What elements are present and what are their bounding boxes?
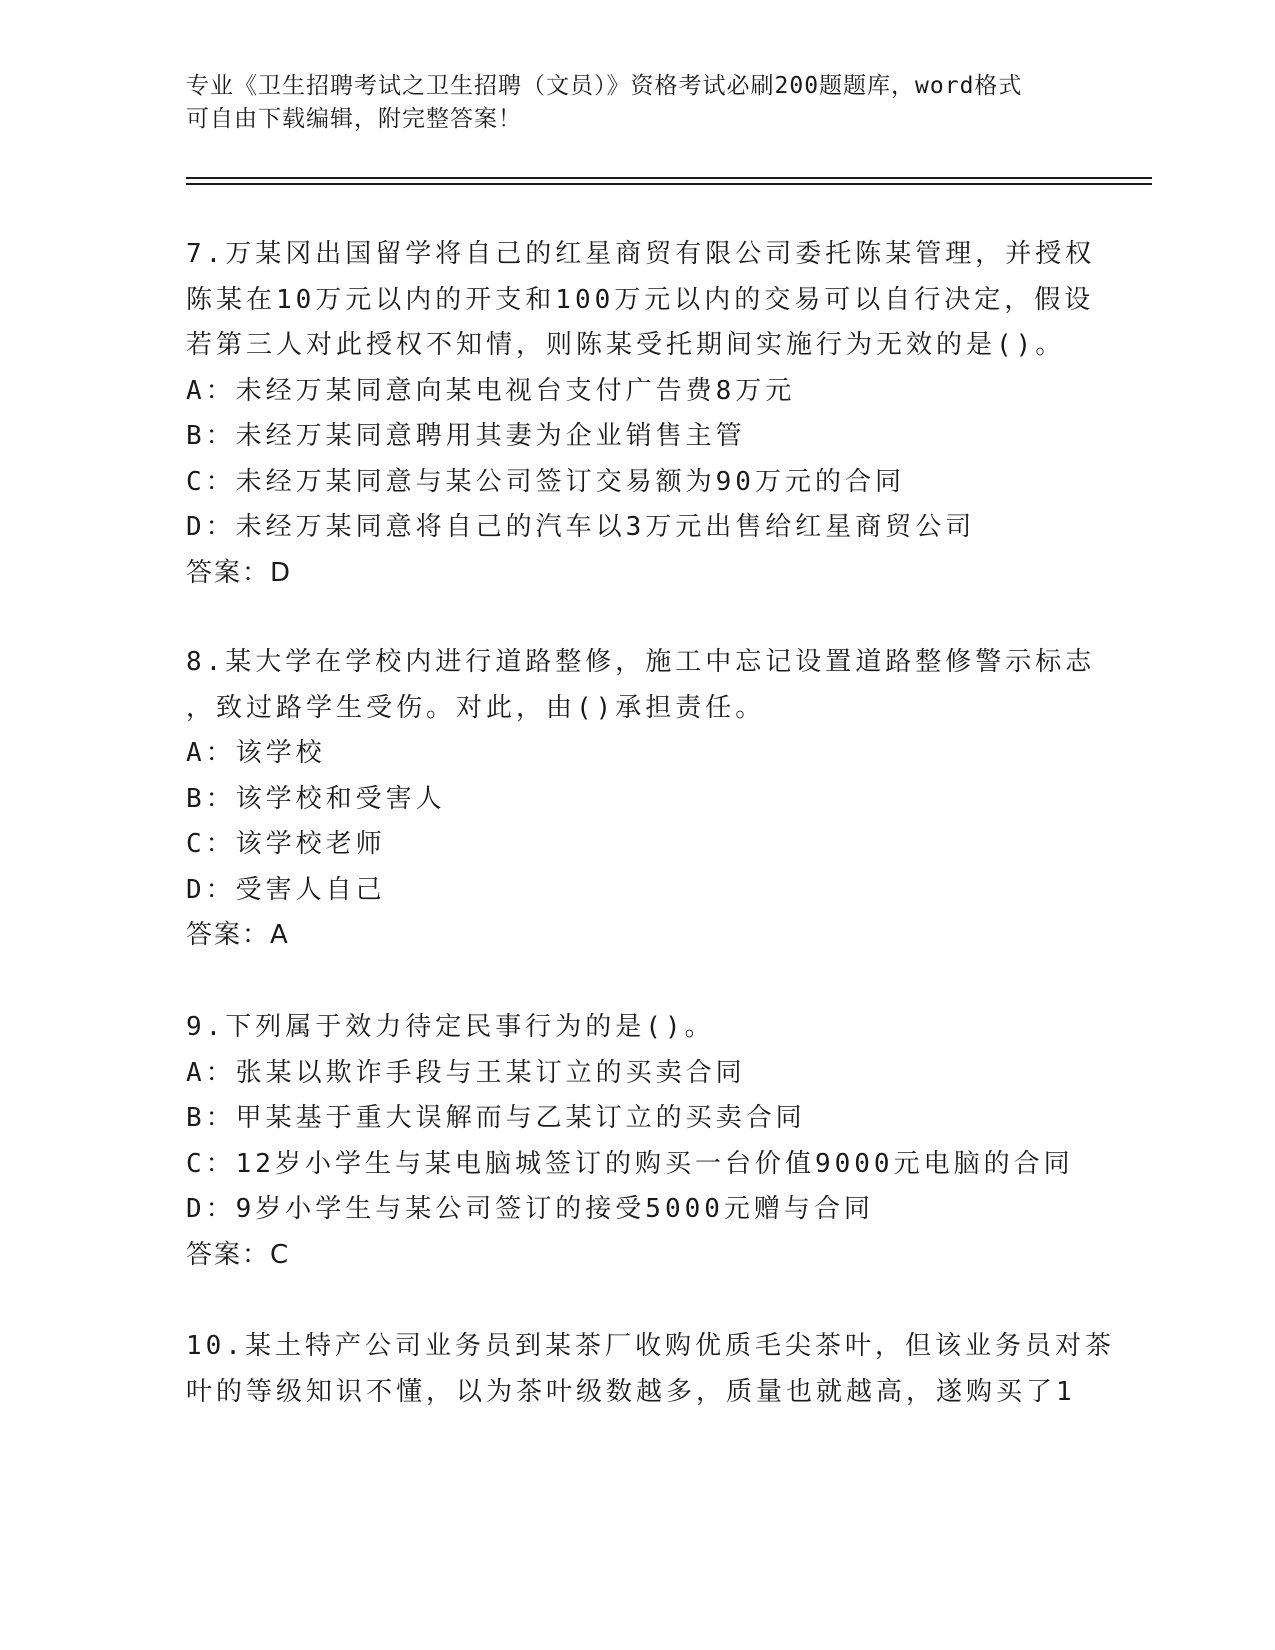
header-divider — [186, 177, 1152, 179]
answer: 答案：C — [186, 1239, 291, 1270]
question-7 — [186, 232, 1096, 596]
option-a: A：张某以欺诈手段与王某订立的买卖合同 — [186, 1057, 746, 1088]
option-b: B：该学校和受害人 — [186, 783, 446, 814]
option-a: A：该学校 — [186, 738, 326, 768]
option-c: C：该学校老师 — [186, 829, 386, 859]
question-stem-line: 7.万某冈出国留学将自己的红星商贸有限公司委托陈某管理，并授权 — [186, 239, 1096, 269]
option-a: A：未经万某同意向某电视台支付广告费8万元 — [186, 375, 796, 406]
question-stem-line: ，致过路学生受伤。对此，由()承担责任。 — [186, 692, 766, 723]
answer: 答案：D — [186, 557, 293, 588]
question-stem-line: 9.下列属于效力待定民事行为的是()。 — [186, 1012, 715, 1042]
question-stem-line: 10.某土特产公司业务员到某茶厂收购优质毛尖茶叶，但该业务员对茶 — [186, 1331, 1115, 1361]
question-9 — [186, 1005, 1086, 1278]
question-stem-line: 陈某在10万元以内的开支和100万元以内的交易可以自行决定，假设 — [186, 284, 1095, 315]
answer: 答案：A — [186, 920, 290, 950]
question-8 — [186, 640, 1096, 959]
header-divider — [186, 183, 1152, 185]
option-d: D：9岁小学生与某公司签订的接受5000元赠与合同 — [186, 1194, 874, 1224]
question-stem-line: 叶的等级知识不懂，以为茶叶级数越多，质量也就越高，遂购买了1 — [186, 1376, 1076, 1407]
document-header — [186, 70, 1086, 136]
option-c: C：未经万某同意与某公司签订交易额为90万元的合同 — [186, 466, 905, 497]
option-b: B：未经万某同意聘用其妻为企业销售主管 — [186, 421, 746, 451]
option-d: D：未经万某同意将自己的汽车以3万元出售给红星商贸公司 — [186, 512, 976, 542]
header-line: 可自由下载编辑，附完整答案！ — [186, 106, 522, 132]
option-d: D：受害人自己 — [186, 874, 386, 905]
option-c: C：12岁小学生与某电脑城签订的购买一台价值9000元电脑的合同 — [186, 1148, 1074, 1179]
header-line: 专业《卫生招聘考试之卫生招聘（文员）》资格考试必刷200题题库，word格式 — [186, 73, 1023, 99]
question-stem-line: 8.某大学在学校内进行道路整修，施工中忘记设置道路整修警示标志 — [186, 647, 1096, 677]
question-stem-line: 若第三人对此授权不知情，则陈某受托期间实施行为无效的是()。 — [186, 330, 1066, 360]
option-b: B：甲某基于重大误解而与乙某订立的买卖合同 — [186, 1103, 806, 1133]
question-10 — [186, 1324, 1115, 1415]
